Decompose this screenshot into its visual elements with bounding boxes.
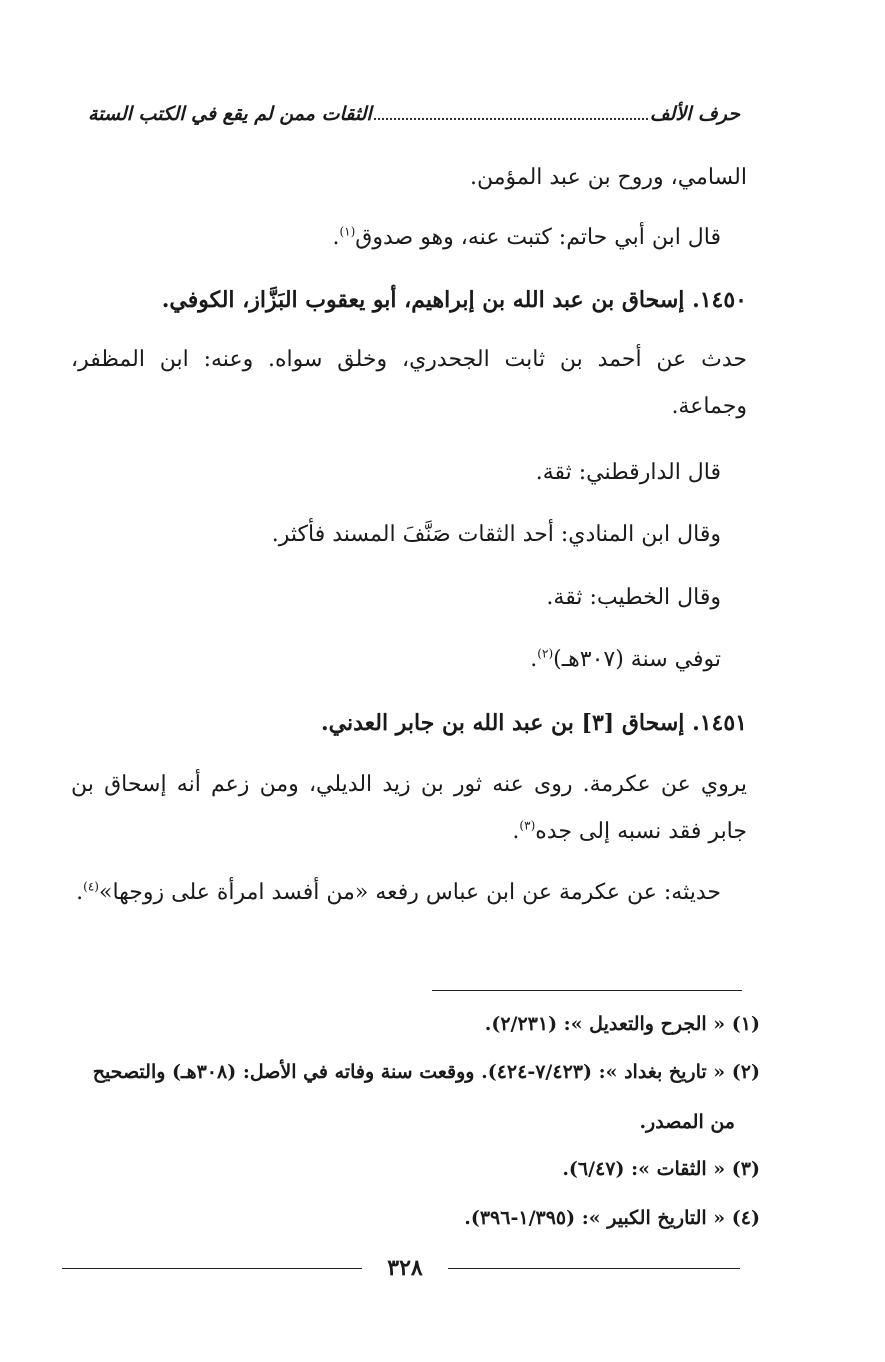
footnote-separator <box>432 990 742 991</box>
entry-heading-1450 <box>162 285 747 315</box>
footnote-marker: (٤) <box>83 879 99 894</box>
paragraph-line <box>332 223 721 253</box>
header-dot-leader <box>374 117 648 120</box>
entry-title: إسحاق [٣] بن عبد الله بن جابر العدني. <box>320 710 685 736</box>
text-span: وقال ابن المنادي: أحد الثقات صَنَّفَ المسند فأكثر. <box>271 522 721 547</box>
paragraph-line <box>71 770 747 800</box>
footnote-1 <box>485 1010 760 1038</box>
entry-title: إسحاق بن عبد الله بن إبراهيم، أبو يعقوب البَزَّاز، الكوفي. <box>161 287 685 313</box>
text-span: حدث عن أحمد بن ثابت الجحدري، وخلق سواه. وعنه: ابن المظفر، <box>71 347 747 372</box>
paragraph-line <box>76 878 721 908</box>
footnote-marker: (٢) <box>537 646 554 661</box>
footnote-text: (٤) « التاريخ الكبير »: (١/٣٩٥-٣٩٦). <box>464 1207 760 1229</box>
header-chapter: حرف الألف <box>649 103 740 125</box>
text-span: السامي، وروح بن عبد المؤمن. <box>469 165 747 190</box>
paragraph-line <box>546 583 721 613</box>
text-span: وجماعة. <box>671 394 747 419</box>
paragraph-line <box>671 392 747 422</box>
text-span: جابر فقد نسبه إلى جده <box>535 819 747 844</box>
running-header <box>88 103 740 133</box>
text-span: . <box>76 880 84 905</box>
footnote-text: (٢) « تاريخ بغداد »: (٧/٤٢٣-٤٢٤). ووقعت سنة وفاته في الأصل: (٣٠٨هـ) والتصحيح <box>92 1061 760 1083</box>
footnote-text: (٣) « الثقات »: (٦/٤٧). <box>562 1158 760 1180</box>
paragraph-line <box>272 520 721 550</box>
text-span: يروي عن عكرمة. روى عنه ثور بن زيد الديلي، ومن زعم أنه إسحاق بن <box>71 772 747 797</box>
text-span: . <box>512 819 520 844</box>
entry-number: ١٤٥٠. <box>692 287 747 313</box>
entry-number: ١٤٥١. <box>692 710 747 736</box>
footnote-2 <box>93 1058 760 1086</box>
footnote-marker: (١) <box>339 224 356 239</box>
text-span: وقال الخطيب: ثقة. <box>546 585 721 610</box>
header-book-title: الثقات ممن لم يقع في الكتب الستة <box>88 103 372 125</box>
footnote-marker: (٣) <box>519 818 536 833</box>
text-span: قال الدارقطني: ثقة. <box>535 460 721 485</box>
text-span: حديثه: عن عكرمة عن ابن عباس رفعه «من أفسد امرأة على زوجها» <box>98 880 721 905</box>
text-span: . <box>332 225 340 250</box>
paragraph-line <box>470 163 747 193</box>
paragraph-line <box>536 458 721 488</box>
text-span: . <box>530 647 538 672</box>
footnote-4 <box>464 1204 760 1232</box>
page-number: ٣٢٨ <box>362 1253 448 1283</box>
footnote-2-continued <box>639 1108 735 1136</box>
paragraph-line <box>512 817 747 847</box>
footnote-3 <box>562 1155 760 1183</box>
paragraph-line <box>71 345 747 375</box>
footnote-text: من المصدر. <box>639 1111 735 1133</box>
footer-rule-left <box>62 1268 362 1269</box>
text-span: قال ابن أبي حاتم: كتبت عنه، وهو صدوق <box>355 225 721 250</box>
footer-rule-right <box>448 1268 740 1269</box>
text-span: توفي سنة (٣٠٧هـ) <box>553 647 721 672</box>
paragraph-line <box>530 645 721 675</box>
entry-heading-1451 <box>321 708 747 738</box>
footnote-text: (١) « الجرح والتعديل »: (٢/٢٣١). <box>484 1013 760 1035</box>
